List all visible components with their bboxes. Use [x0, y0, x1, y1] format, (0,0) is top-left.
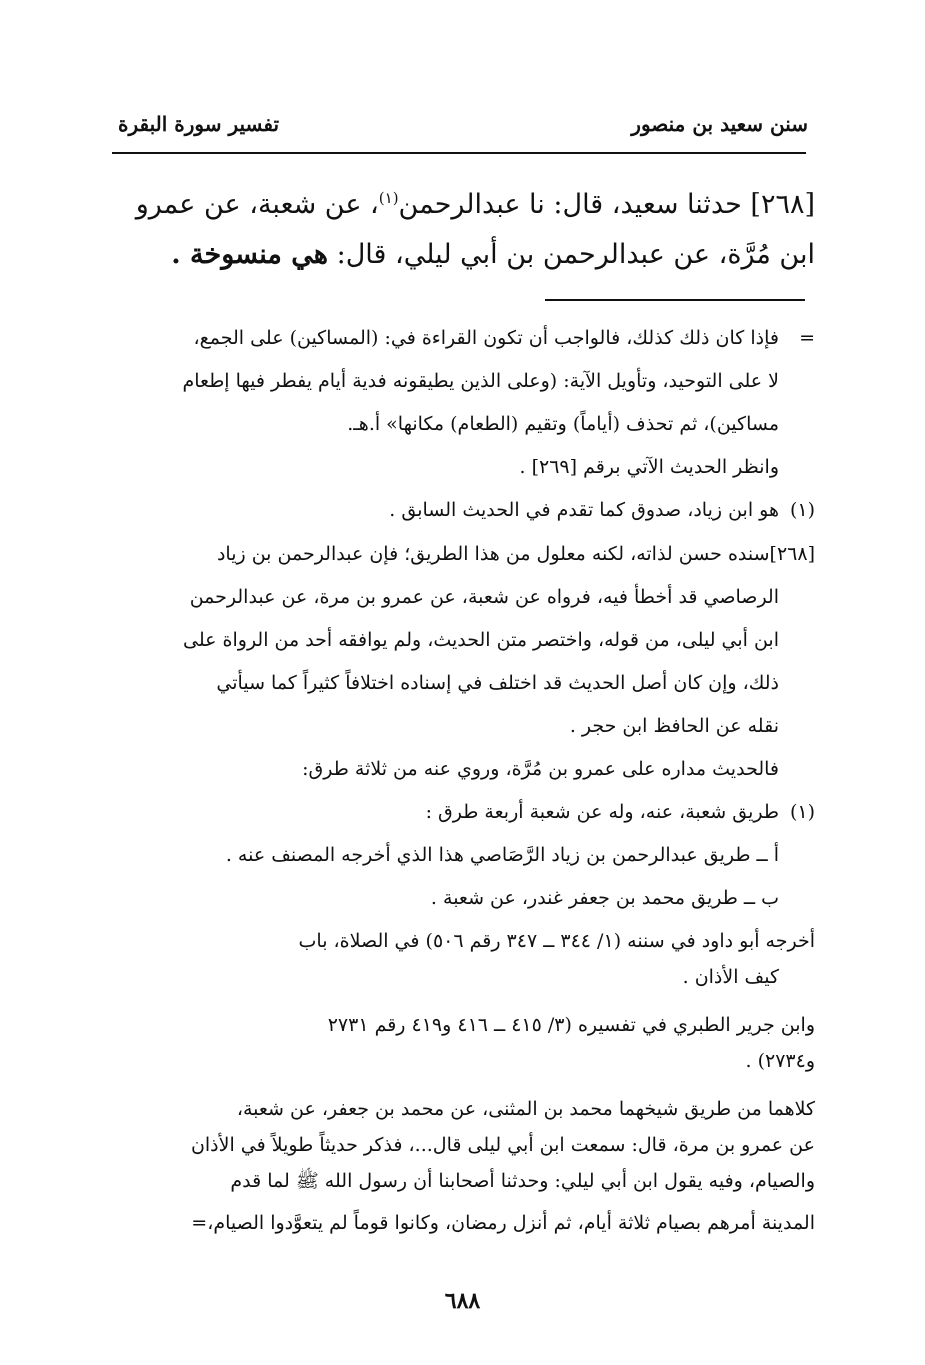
hadith-ruling: هي منسوخة .: [171, 239, 328, 270]
hadith-line-2: ابن مُرَّة، عن عبدالرحمن بن أبي ليلي، قال: هي منسوخة .: [171, 239, 815, 270]
book-page: سنن سعيد بن منصور تفسير سورة البقرة [٢٦٨] حدثنا سعيد، قال: نا عبدالرحمن$^{(١)}$، عن شعبة، عن عمرو ابن مُرَّة، عن عبدالرحمن بن أبي ليلي، قال: هي منسوخة . = فإذا كان ذلك كذلك، فالواجب أن تكون القراءة في: (المساكين) على الجمع، لا على التوحيد، وتأويل الآية: (وعلى الذين يطيقونه فدية أيام يفطر فيها إطعام مساكين)، ثم تحذف (أياماً) وتقيم (الطعام) مكانها» أ.هـ. وانظر الحديث الآتي برقم [٢٦٩] . (١) هو ابن زياد، صدوق كما تقدم في الحديث السابق . [٢٦٨]سنده حسن لذاته، لكنه معلول من هذا الطريق؛ فإن عبدالرحمن بن زياد الرصاصي قد أخطأ فيه، فرواه عن شعبة، عن عمرو بن مرة، عن عبدالرحمن ابن أبي ليلى، من قوله، واختصر متن الحديث، ولم يوافقه أحد من الرواة على ذلك، وإن كان أصل الحديث قد اختلف في إسناده اختلافاً كثيراً كما سيأتي نقله عن الحافظ ابن حجر . فالحديث مداره على عمرو بن مُرَّة، وروي عنه من ثلاثة طرق: (١) طريق شعبة، عنه، وله عن شعبة أربعة طرق : أ ــ طريق عبدالرحمن بن زياد الرَّصَاصي هذا الذي أخرجه المصنف عنه . ب ــ طريق محمد بن جعفر غندر، عن شعبة . أخرجه أبو داود في سننه (١/ ٣٤٤ ــ ٣٤٧ رقم ٥٠٦) في الصلاة، باب كيف الأذان . وابن جرير الطبري في تفسيره (٣/ ٤١٥ ــ ٤١٦ و٤١٩ رقم ٢٧٣١ و٢٧٣٤) . كلاهما من طريق شيخهما محمد بن المثنى، عن محمد بن جعفر، عن شعبة، عن عمرو بن مرة، قال: سمعت ابن أبي ليلى قال...، فذكر حديثاً طويلاً في الأذان والصيام، وفيه يقول ابن أبي ليلي: وحدثنا أصحابنا أن رسول الله ﷺ لما قدم المدينة أمرهم بصيام ثلاثة أيام، ثم أنزل رمضان، وكانوا قوماً لم يتعوَّدوا الصيام،= ٦٨٨: [0, 0, 925, 1365]
page-number: ٦٨٨: [444, 1288, 481, 1314]
hadith-line-1: [٢٦٨] حدثنا سعيد، قال: نا عبدالرحمن$^{(١)}$، عن شعبة، عن عمرو: [135, 189, 815, 220]
section-title: تفسير سورة البقرة: [118, 112, 280, 136]
footnote-divider: [545, 299, 805, 301]
book-title: سنن سعيد بن منصور: [631, 112, 808, 136]
hadith-text: [110, 180, 815, 280]
footnote-marker: (١): [378, 189, 399, 207]
header-divider: [112, 152, 806, 154]
running-header: [118, 112, 808, 148]
